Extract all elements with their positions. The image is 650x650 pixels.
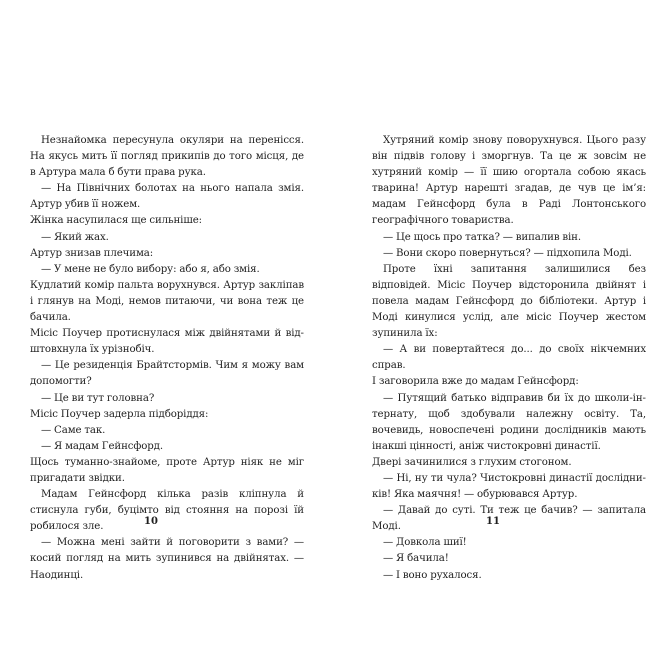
paragraph: — Я бачила!: [383, 553, 449, 565]
paragraph: — Вони скоро повернуться? — підхопила Моді.: [383, 247, 632, 259]
paragraph: Артур знизав плечима:: [30, 247, 154, 259]
paragraph: — Путящий батько відправив би їх до школи-інтернату, щоб здобували належну освіту. Та, вочевидь, новоспечені родини дослідників мають інакші цінності, аніж чистокровні династії.: [372, 392, 646, 452]
paragraph: — Це щось про татка? — випалив він.: [383, 231, 582, 243]
paragraph: Хутряний комір знову поворухнувся. Цього разу він підвів голову і зморгнув. Та це ж зовсім не хутряний комір — її шию огортала собою якась тварина! Артур нарешті згадав, де чув це ім’я: мадам Гейнсфорд була в Раді Лонтонського географічного товариства.: [372, 135, 646, 227]
paragraph: І заговорила вже до мадам Гейнсфорд:: [372, 376, 579, 388]
paragraph: — На Північних болотах на нього напала змія. Артур убив її ножем.: [30, 183, 304, 211]
paragraph: Двері зачинилися з глухим стогоном.: [372, 456, 572, 468]
page-number-left: 10: [144, 516, 158, 527]
paragraph: — Давай до суті. Ти теж це бачив? — запитала Моді.: [372, 505, 646, 533]
paragraph: — Можна мені зайти й поговорити з вами? — косий погляд на мить зупинився на двійнятах. — Наодинці.: [30, 537, 304, 581]
paragraph: — І воно рухалося.: [383, 569, 482, 581]
paragraph: — Це ви тут головна?: [41, 392, 155, 404]
paragraph: Жінка насупилася ще сильніше:: [30, 215, 202, 227]
paragraph: — Я мадам Гейнсфорд.: [41, 440, 163, 452]
paragraph: — У мене не було вибору: або я, або змія.: [41, 263, 260, 275]
paragraph: Кудлатий комір пальта ворухнувся. Артур закліпав і глянув на Моді, немов питаючи, чи вона теж це бачила.: [30, 279, 304, 324]
paragraph: Місіс Поучер протиснулася між двійнятами й відштовхнула їх урізнобіч.: [30, 328, 304, 356]
paragraph: Мадам Гейнсфорд кілька разів кліпнула й стиснула губи, буцімто від стояння на порозі їй робилося зле.: [30, 489, 304, 533]
paragraph: Щось туманно-знайоме, проте Артур ніяк не міг пригадати звідки.: [30, 456, 304, 484]
paragraph: — Саме так.: [41, 424, 106, 436]
paragraph: — Це резиденція Брайтстормів. Чим я можу вам допомогти?: [30, 360, 304, 388]
paragraph: — А ви повертайтеся до... до своїх нікчемних справ.: [372, 344, 646, 372]
paragraph: — Ні, ну ти чула? Чистокровні династії дослідників! Яка маячня! — обурювався Артур.: [372, 472, 646, 501]
paragraph: Незнайомка пересунула окуляри на перенісся. На якусь мить її погляд прикипів до того місця, де в Артура мала б бути права рука.: [30, 135, 304, 179]
paragraph: Місіс Поучер задерла підборіддя:: [30, 408, 209, 420]
paragraph: — Довкола шиї!: [383, 537, 467, 549]
paragraph: — Який жах.: [41, 231, 109, 243]
page-number-right: 11: [486, 516, 500, 527]
paragraph: Проте їхні запитання залишилися без відповідей. Місіс Поучер відсторонила двійнят і повела мадам Гейнсфорд до бібліотеки. Артур і Моді кинулися услід, але місіс Поучер жестом зупинила їх:: [372, 263, 646, 340]
